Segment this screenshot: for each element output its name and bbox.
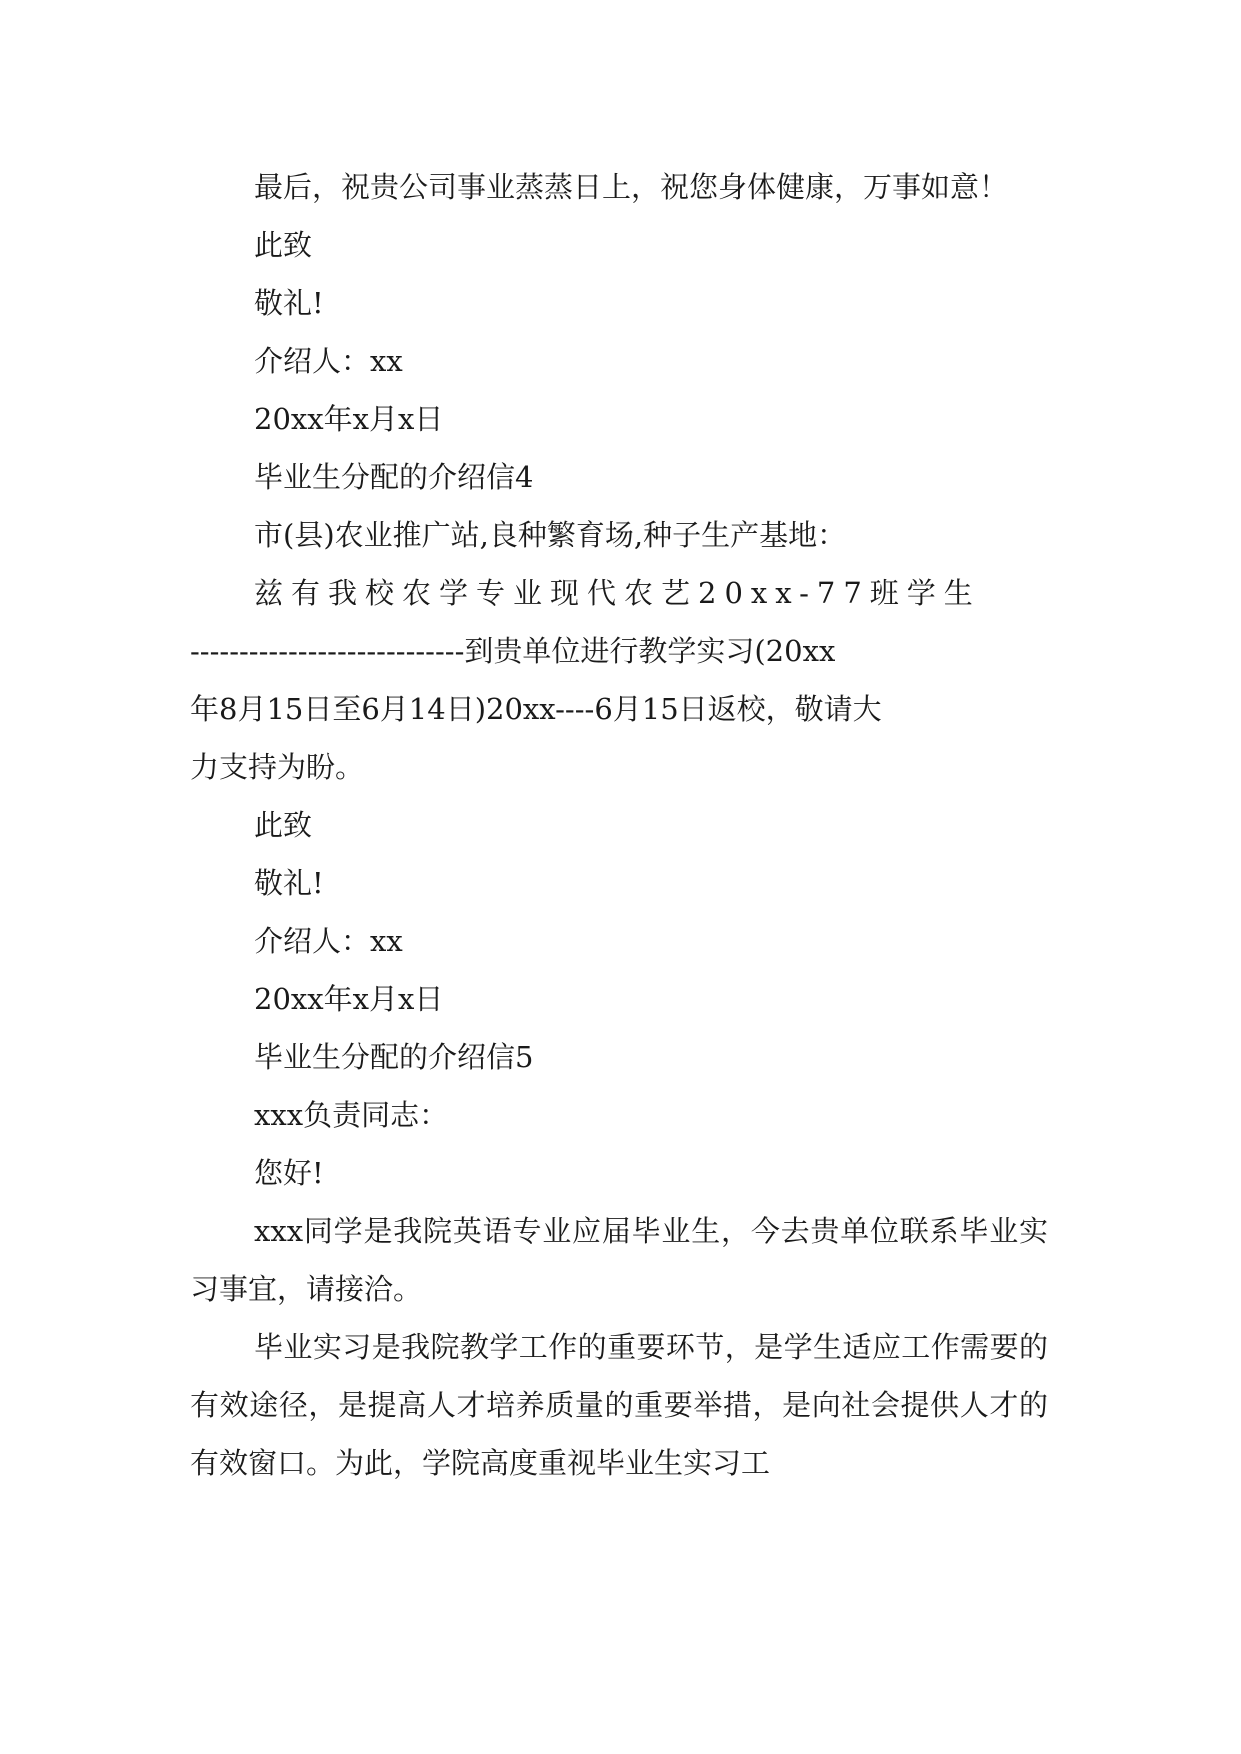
- introducer-line-2: 介绍人：xx: [254, 924, 403, 958]
- date-line: 20xx年x月x日: [254, 402, 444, 436]
- letter-title-4: 毕业生分配的介绍信4: [254, 460, 534, 494]
- date-line-2: 20xx年x月x日: [254, 982, 444, 1016]
- introducer-line: 介绍人：xx: [254, 344, 403, 378]
- internship-paragraph-line-3: 年8月15日至6月14日)20xx----6月15日返校，敬请大: [190, 692, 882, 726]
- internship-paragraph-line-1: 兹有我校农学专业现代农艺20xx-77班学生: [254, 576, 981, 610]
- salutation-cizhi: 此致: [254, 228, 313, 262]
- greeting-line: 您好!: [254, 1156, 324, 1190]
- internship-paragraph-line-4: 力支持为盼。: [190, 750, 365, 784]
- recipient-line-2: xxx负责同志：: [254, 1098, 449, 1132]
- salutation-jingli: 敬礼!: [254, 286, 324, 320]
- student-intro-paragraph: xxx同学是我院英语专业应届毕业生，今去贵单位联系毕业实习事宜，请接洽。: [190, 1214, 1048, 1306]
- document-body: [190, 158, 1048, 1492]
- closing-wish-paragraph: 最后，祝贵公司事业蒸蒸日上，祝您身体健康，万事如意！: [254, 170, 1009, 204]
- recipient-line: 市(县)农业推广站,良种繁育场,种子生产基地：: [254, 518, 847, 552]
- internship-paragraph-line-2: ----------------------------到贵单位进行教学实习(20xx: [190, 634, 836, 668]
- internship-importance-paragraph: 毕业实习是我院教学工作的重要环节，是学生适应工作需要的有效途径，是提高人才培养质量的重要举措，是向社会提供人才的有效窗口。为此，学院高度重视毕业生实习工: [190, 1330, 1048, 1480]
- salutation-jingli-2: 敬礼!: [254, 866, 324, 900]
- salutation-cizhi-2: 此致: [254, 808, 313, 842]
- letter-title-5: 毕业生分配的介绍信5: [254, 1040, 534, 1074]
